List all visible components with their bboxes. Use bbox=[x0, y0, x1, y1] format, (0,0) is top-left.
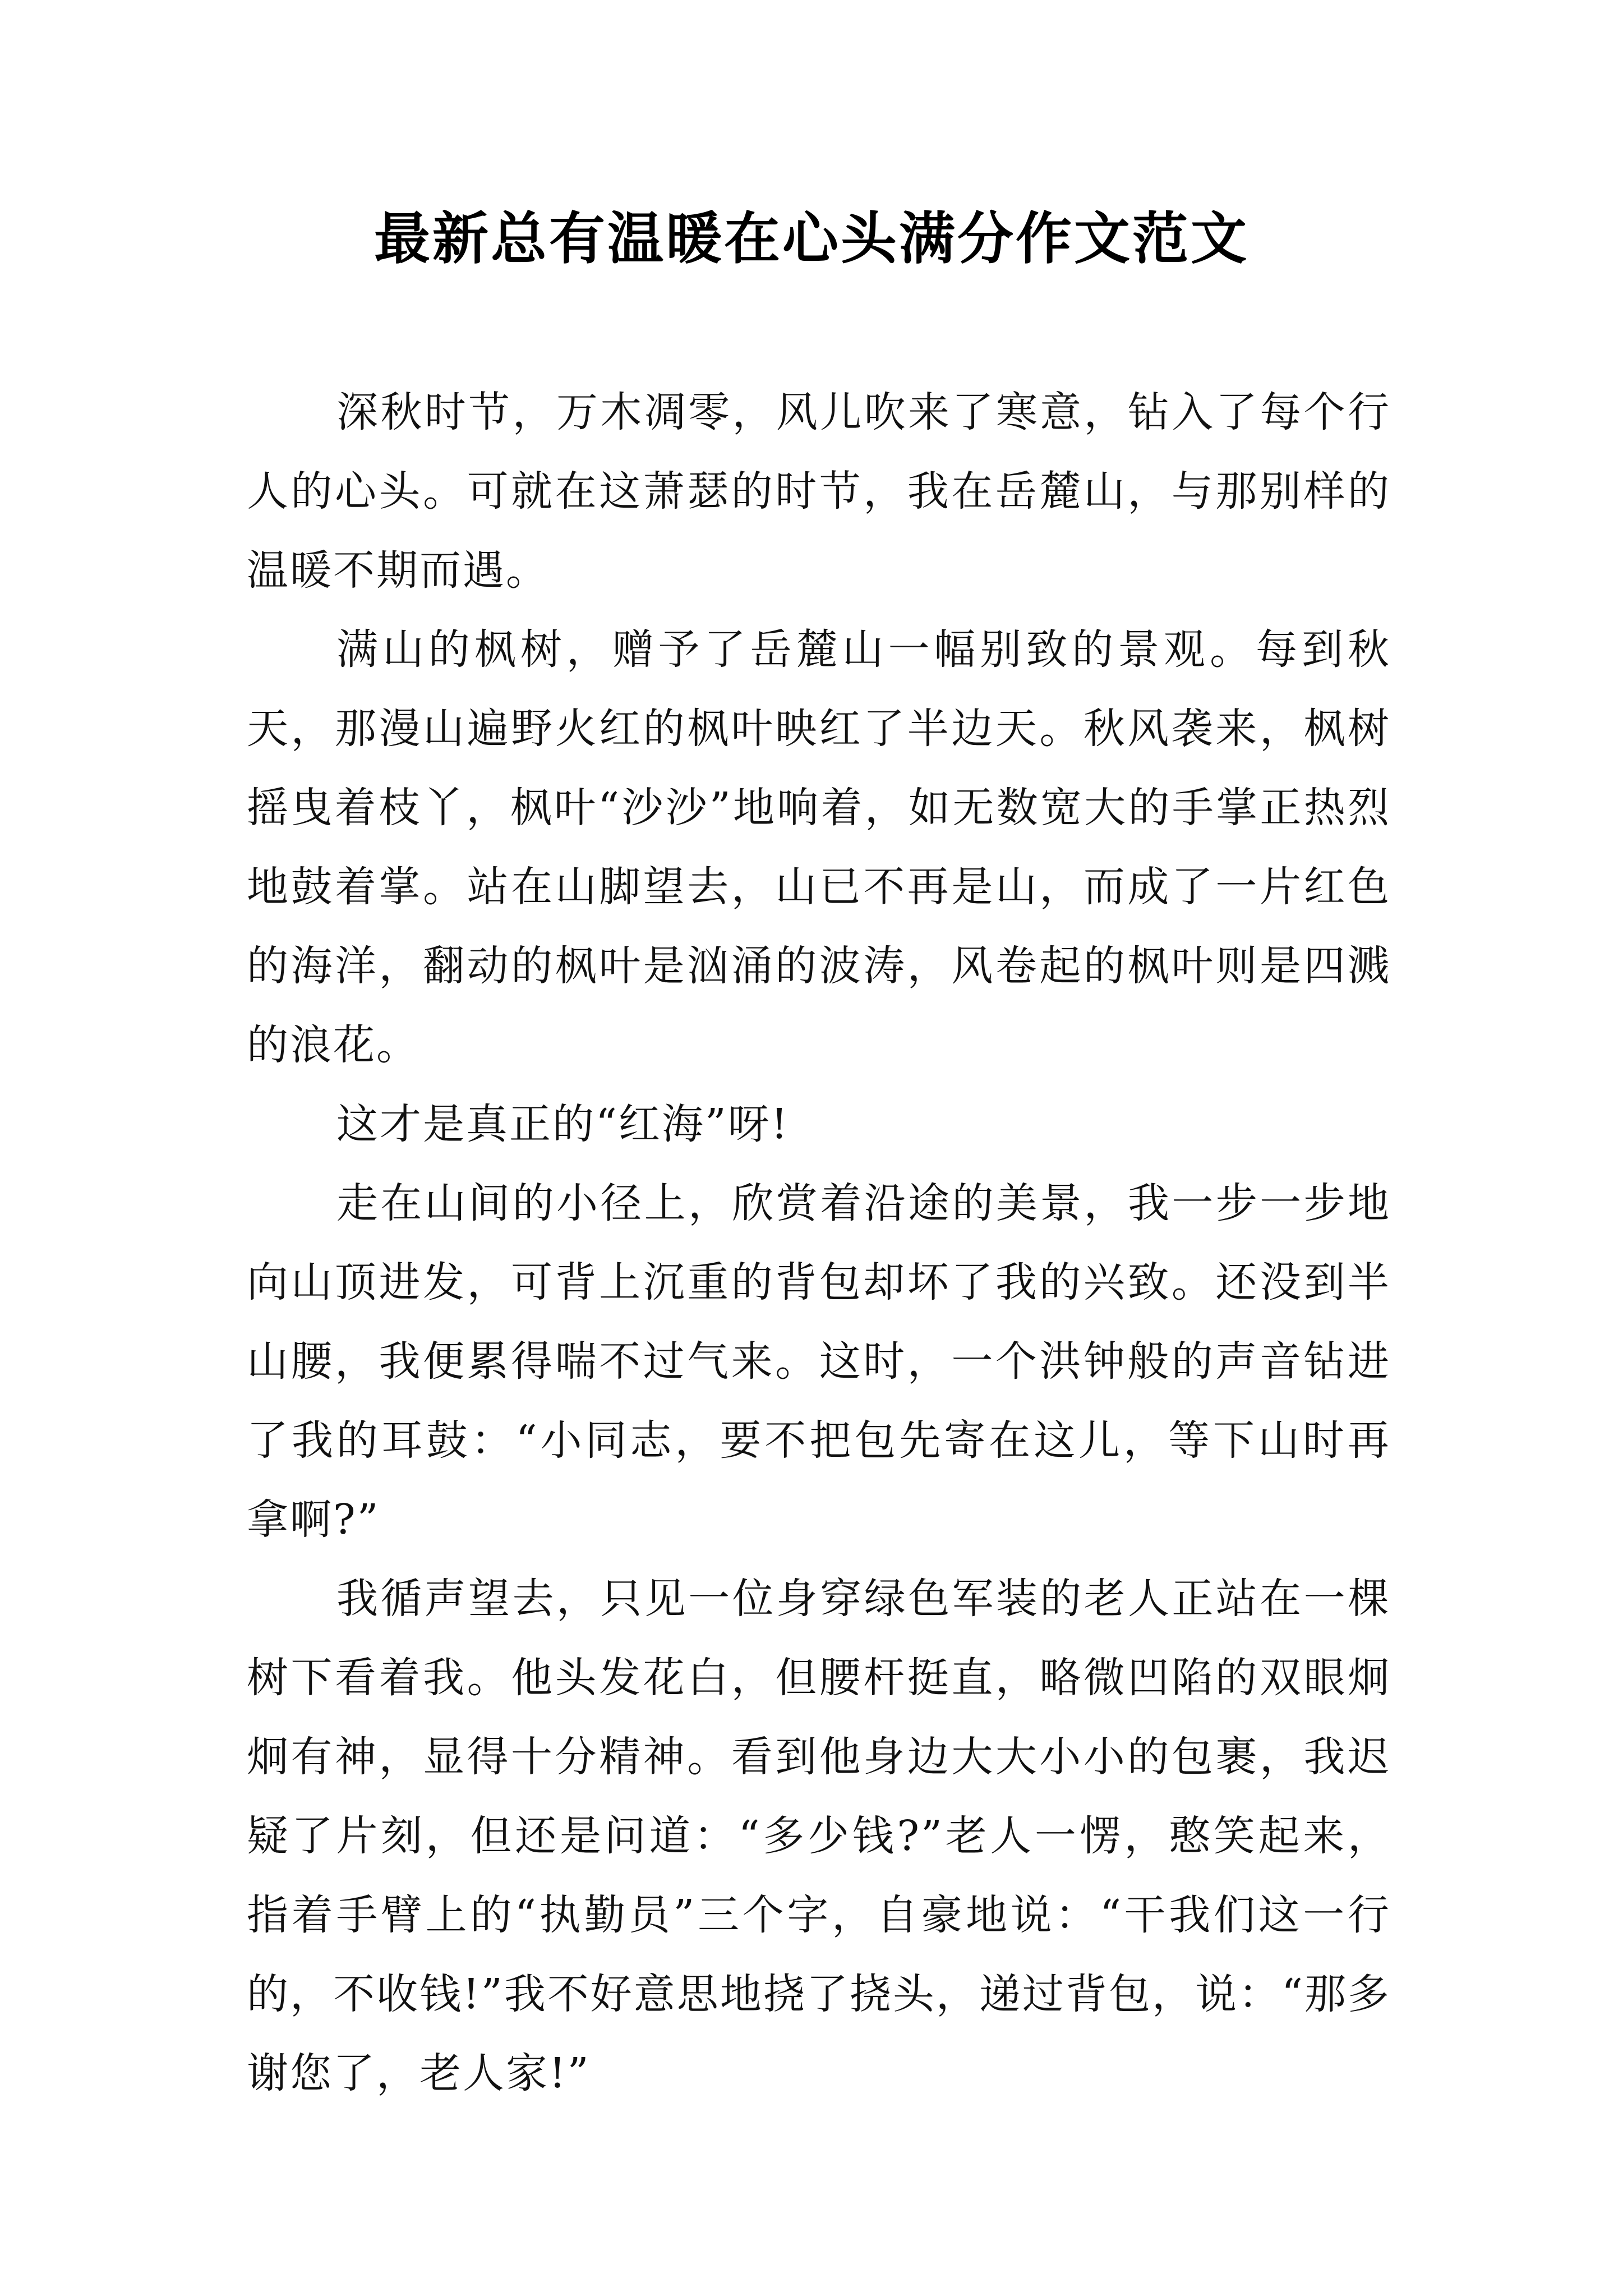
paragraph: 这才是真正的“红海”呀! bbox=[336, 1100, 790, 1148]
paragraph: 深秋时节，万木凋零，风儿吹来了寒意，钻入了每个行人的心头。可就在这萧瑟的时节，我在岳麓山，与那别样的温暖不期而遇。 bbox=[247, 388, 1391, 595]
paragraph: 我循声望去，只见一位身穿绿色军装的老人正站在一棵树下看着我。他头发花白，但腰杆挺直，略微凹陷的双眼炯炯有神，显得十分精神。看到他身边大大小小的包裹，我迟疑了片刻，但还是问道：“多少钱?”老人一愣，憨笑起来，指着手臂上的“执勤员”三个字，自豪地说：“干我们这一行的，不收钱!”我不好意思地挠了挠头，递过背包，说：“那多谢您了，老人家!” bbox=[247, 1575, 1391, 2097]
document-title: 最新总有温暖在心头满分作文范文 bbox=[374, 205, 1249, 272]
paragraph: 满山的枫树，赠予了岳麓山一幅别致的景观。每到秋天，那漫山遍野火红的枫叶映红了半边天。秋风袭来，枫树摇曳着枝丫，枫叶“沙沙”地响着，如无数宽大的手掌正热烈地鼓着掌。站在山脚望去，山已不再是山，而成了一片红色的海洋，翻动的枫叶是汹涌的波涛，风卷起的枫叶则是四溅的浪花。 bbox=[247, 625, 1391, 1069]
document-body bbox=[247, 373, 1391, 2113]
paragraph: 走在山间的小径上，欣赏着沿途的美景，我一步一步地向山顶进发，可背上沉重的背包却坏了我的兴致。还没到半山腰，我便累得喘不过气来。这时，一个洪钟般的声音钻进了我的耳鼓：“小同志，要不把包先寄在这儿，等下山时再拿啊?” bbox=[247, 1179, 1391, 1544]
